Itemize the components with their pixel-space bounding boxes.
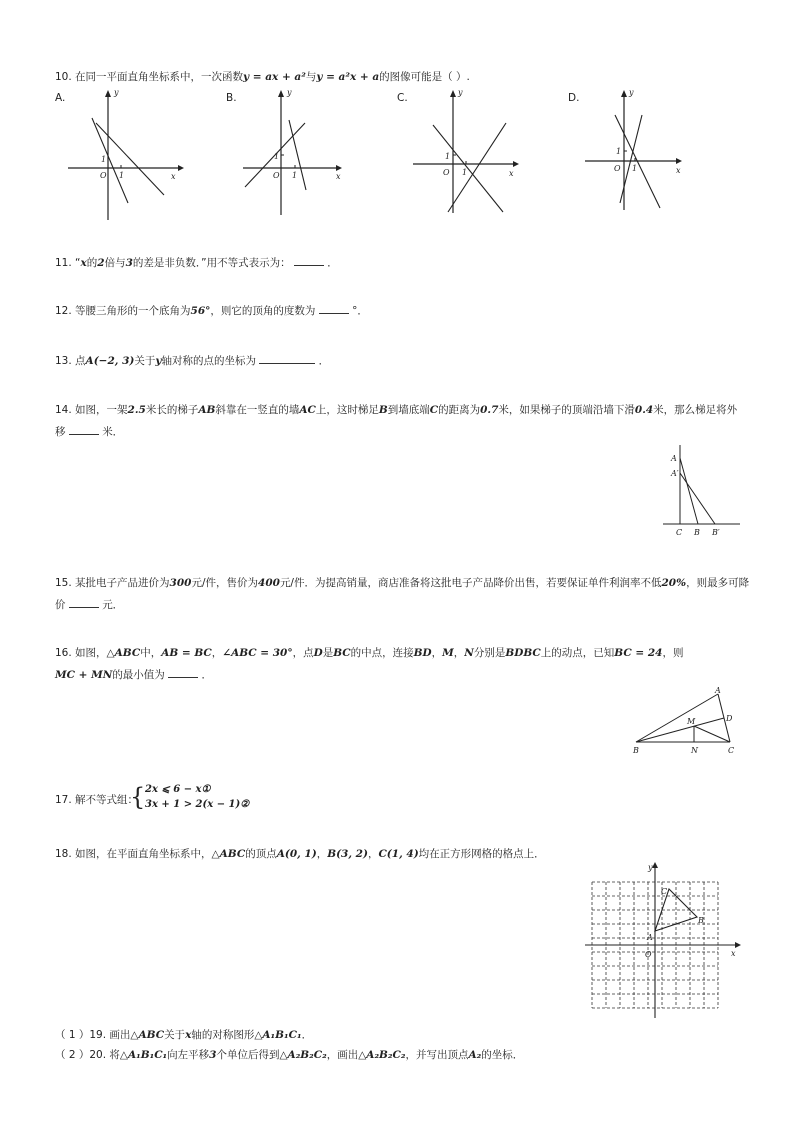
svg-text:1: 1 xyxy=(616,147,622,156)
svg-text:C: C xyxy=(728,746,735,755)
svg-text:x: x xyxy=(336,172,341,181)
q17-stem: 17. 解不等式组： xyxy=(55,794,139,806)
option-d-label[interactable]: D. xyxy=(568,92,580,104)
q14-stem-line2: 移 米． xyxy=(55,423,123,440)
svg-text:B: B xyxy=(698,916,704,925)
svg-text:y: y xyxy=(287,88,292,97)
svg-text:O: O xyxy=(443,168,450,177)
svg-text:1: 1 xyxy=(632,164,638,173)
svg-text:x: x xyxy=(676,166,681,175)
option-c-label[interactable]: C. xyxy=(397,92,408,104)
q12-stem: 12. 等腰三角形的一个底角为56°，则它的顶角的度数为 °． xyxy=(55,302,368,319)
q18-stem: 18. 如图，在平面直角坐标系中，△ABC的顶点A(0, 1)，B(3, 2)，C(1, 4)均在正方形网格的格点上． xyxy=(55,848,545,860)
q10-stem: 10. 在同一平面直角坐标系中，一次函数y = ax + a²与y = a²x + a的图像可能是（ ）. xyxy=(55,71,470,83)
svg-text:B: B xyxy=(633,746,639,755)
svg-text:y: y xyxy=(114,88,119,97)
answer-blank[interactable] xyxy=(69,423,99,435)
q18-part2: （ 2 ）20. 将△A₁B₁C₁向左平移3个单位后得到△A₂B₂C₂，画出△A₂B₂C₂，并写出顶点A₂的坐标． xyxy=(55,1049,524,1061)
brace-icon: { xyxy=(130,783,146,811)
answer-blank[interactable] xyxy=(259,352,315,364)
q16-stem: 16. 如图，△ABC中，AB = BC，∠ABC = 30°，点D是BC的中点，连接BD，M，N分别是BDBC上的动点，已知BC = 24，则 xyxy=(55,647,684,659)
answer-blank[interactable] xyxy=(168,666,198,678)
svg-text:O: O xyxy=(614,164,621,173)
graph-option-d xyxy=(580,85,690,225)
answer-blank[interactable] xyxy=(294,254,324,266)
svg-text:1: 1 xyxy=(119,171,125,180)
svg-text:B: B xyxy=(694,528,700,537)
answer-blank[interactable] xyxy=(69,596,99,608)
triangle-bmn-figure xyxy=(630,685,740,760)
q16-stem-line2: MC + MN的最小值为 ． xyxy=(55,666,212,683)
svg-text:x: x xyxy=(731,949,736,958)
svg-text:1: 1 xyxy=(445,152,451,161)
graph-option-b xyxy=(240,85,350,225)
svg-text:C: C xyxy=(676,528,683,537)
svg-text:O: O xyxy=(273,171,280,180)
svg-text:y: y xyxy=(458,88,463,97)
option-a-label[interactable]: A. xyxy=(55,92,66,104)
svg-text:1: 1 xyxy=(101,155,107,164)
q10-number: 10. xyxy=(55,71,72,83)
svg-text:O: O xyxy=(645,950,652,959)
svg-text:A: A xyxy=(671,454,677,463)
formula: y = a²x + a xyxy=(316,71,380,83)
q14-stem: 14. 如图，一架2.5米长的梯子AB斜靠在一竖直的墙AC上，这时梯足B到墙底端C的距离为0.7米，如果梯子的顶端沿墙下滑0.4米，那么梯足将外 xyxy=(55,404,738,416)
ladder-figure xyxy=(660,440,742,540)
svg-text:B′: B′ xyxy=(712,528,720,537)
inequality-1: 2x ⩽ 6 − x① xyxy=(145,784,211,795)
coordinate-grid-figure xyxy=(585,860,745,1020)
q18-part1: （ 1 ）19. 画出△ABC关于x轴的对称图形△A₁B₁C₁． xyxy=(55,1029,313,1041)
svg-text:O: O xyxy=(100,171,107,180)
svg-text:y: y xyxy=(629,88,634,97)
q15-stem-line2: 价 元． xyxy=(55,596,123,613)
q15-stem: 15. 某批电子产品进价为300元/件，售价为400元/件．为提高销量，商店准备将这批电子产品降价出售，若要保证单件利润率不低20%，则最多可降 xyxy=(55,577,750,589)
option-b-label[interactable]: B. xyxy=(226,92,237,104)
svg-text:C: C xyxy=(661,887,668,896)
svg-text:N: N xyxy=(691,746,698,755)
inequality-2: 3x + 1 > 2(x − 1)② xyxy=(145,799,250,810)
q13-stem: 13. 点A(−2, 3)关于y轴对称的点的坐标为 ． xyxy=(55,352,329,369)
svg-text:1: 1 xyxy=(292,171,298,180)
svg-text:1: 1 xyxy=(274,152,280,161)
graph-option-a xyxy=(60,85,190,225)
svg-text:M: M xyxy=(687,717,696,726)
answer-blank[interactable] xyxy=(319,302,349,314)
svg-text:A: A xyxy=(647,933,653,942)
svg-text:x: x xyxy=(171,172,176,181)
graph-option-c xyxy=(410,85,525,225)
svg-text:y: y xyxy=(648,863,653,872)
svg-text:A: A xyxy=(715,686,721,695)
svg-text:x: x xyxy=(509,169,514,178)
formula: y = ax + a² xyxy=(243,71,306,83)
svg-text:1: 1 xyxy=(462,168,468,177)
q11-stem: 11. “x的2倍与3的差是非负数．”用不等式表示为： ． xyxy=(55,254,338,271)
svg-text:D: D xyxy=(726,714,733,723)
svg-text:A′: A′ xyxy=(671,469,679,478)
